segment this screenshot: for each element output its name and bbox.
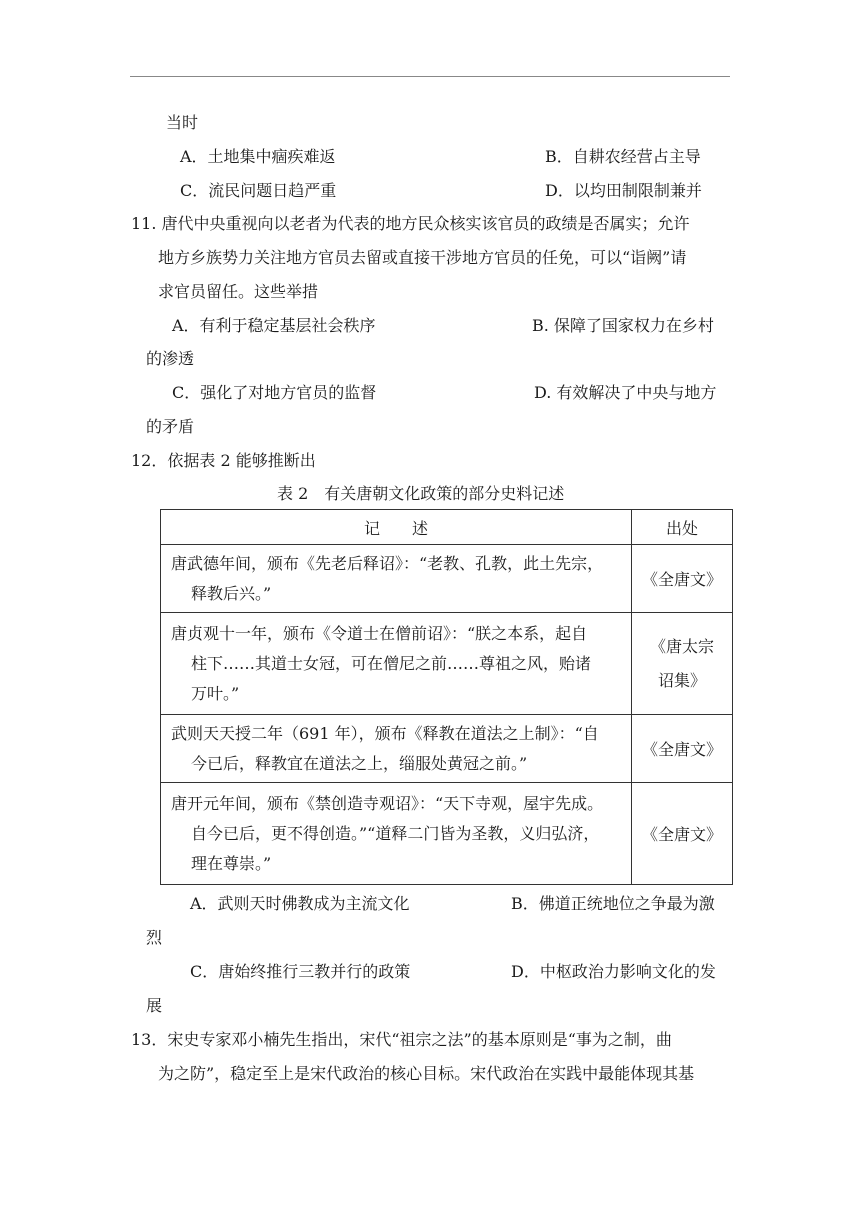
q10-option-b[interactable]: B．自耕农经营占主导	[545, 147, 701, 166]
q11-stem-line1: 11. 唐代中央重视向以老者为代表的地方民众核实该官员的政绩是否属实；允许	[131, 214, 690, 233]
q13-stem-line1: 13．宋史专家邓小楠先生指出，宋代“祖宗之法”的基本原则是“事为之制，曲	[131, 1030, 672, 1049]
q12-option-c[interactable]: C．唐始终推行三教并行的政策	[190, 962, 411, 981]
table-row	[161, 715, 733, 783]
q11-option-d-wrap: 的矛盾	[146, 417, 195, 436]
q11-option-d[interactable]: D. 有效解决了中央与地方	[534, 383, 717, 402]
q10-option-d[interactable]: D．以均田制限制兼并	[545, 181, 702, 200]
table-row	[161, 545, 733, 613]
row-text-line: 柱下……其道士女冠，可在僧尼之前……尊祖之风，贻诸	[191, 653, 592, 673]
row-text-line: 武则天天授二年（691 年），颁布《释教在道法之上制》：“自	[171, 723, 599, 743]
q11-option-b-wrap: 的渗透	[146, 349, 195, 368]
row-source: 《全唐文》	[641, 825, 722, 844]
table-row	[161, 613, 733, 715]
row-source: 《全唐文》	[641, 570, 722, 589]
header-desc: 记 述	[161, 510, 632, 545]
row-text-line: 理在尊崇。”	[191, 853, 272, 873]
row-text-line: 唐武德年间，颁布《先老后释诏》：“老教、孔教，此土先宗，	[171, 553, 604, 573]
q11-stem-line3: 求官员留任。这些举措	[158, 282, 319, 301]
q13-stem-line2: 为之防”，稳定至上是宋代政治的核心目标。宋代政治在实践中最能体现其基	[158, 1064, 695, 1083]
header-source: 出处	[632, 510, 733, 545]
q12-option-b[interactable]: B．佛道正统地位之争最为激	[511, 894, 715, 913]
header-rule	[130, 76, 730, 77]
row-source: 《全唐文》	[641, 740, 722, 759]
table-header-row	[161, 510, 733, 545]
row-text-line: 自今已后，更不得创造。”“道释二门皆为圣教，义归弘济，	[191, 823, 600, 843]
row-text-line: 唐贞观十一年，颁布《令道士在僧前诏》：“朕之本系，起自	[171, 623, 588, 643]
q10-option-a[interactable]: A．土地集中痼疾难返	[180, 147, 336, 166]
row-text-line: 今已后，释教宜在道法之上，缁服处黄冠之前。”	[191, 753, 528, 773]
q12-option-d-wrap: 展	[146, 996, 163, 1015]
q10-stem-end: 当时	[166, 113, 199, 132]
row-text-line: 唐开元年间，颁布《禁创造寺观诏》：“天下寺观，屋宇先成。	[171, 793, 604, 813]
q12-option-d[interactable]: D．中枢政治力影响文化的发	[511, 962, 716, 981]
q11-stem-line2: 地方乡族势力关注地方官员去留或直接干涉地方官员的任免，可以“诣阙”请	[158, 248, 687, 267]
table-caption: 表 2 有关唐朝文化政策的部分史料记述	[277, 484, 565, 503]
q11-option-a[interactable]: A．有利于稳定基层社会秩序	[172, 316, 376, 335]
q12-option-a[interactable]: A．武则天时佛教成为主流文化	[190, 894, 410, 913]
row-source-cont: 诏集》	[657, 670, 706, 690]
table-row	[161, 783, 733, 885]
history-table	[160, 509, 733, 885]
q10-option-c[interactable]: C．流民问题日趋严重	[180, 181, 337, 200]
q11-option-c[interactable]: C．强化了对地方官员的监督	[172, 383, 377, 402]
q12-option-b-wrap: 烈	[146, 928, 163, 947]
row-source: 《唐太宗	[649, 636, 714, 656]
row-text-line: 释教后兴。”	[191, 583, 272, 603]
q11-option-b[interactable]: B. 保障了国家权力在乡村	[532, 316, 714, 335]
q12-stem: 12．依据表 2 能够推断出	[131, 451, 316, 470]
row-text-line: 万叶。”	[191, 683, 240, 703]
